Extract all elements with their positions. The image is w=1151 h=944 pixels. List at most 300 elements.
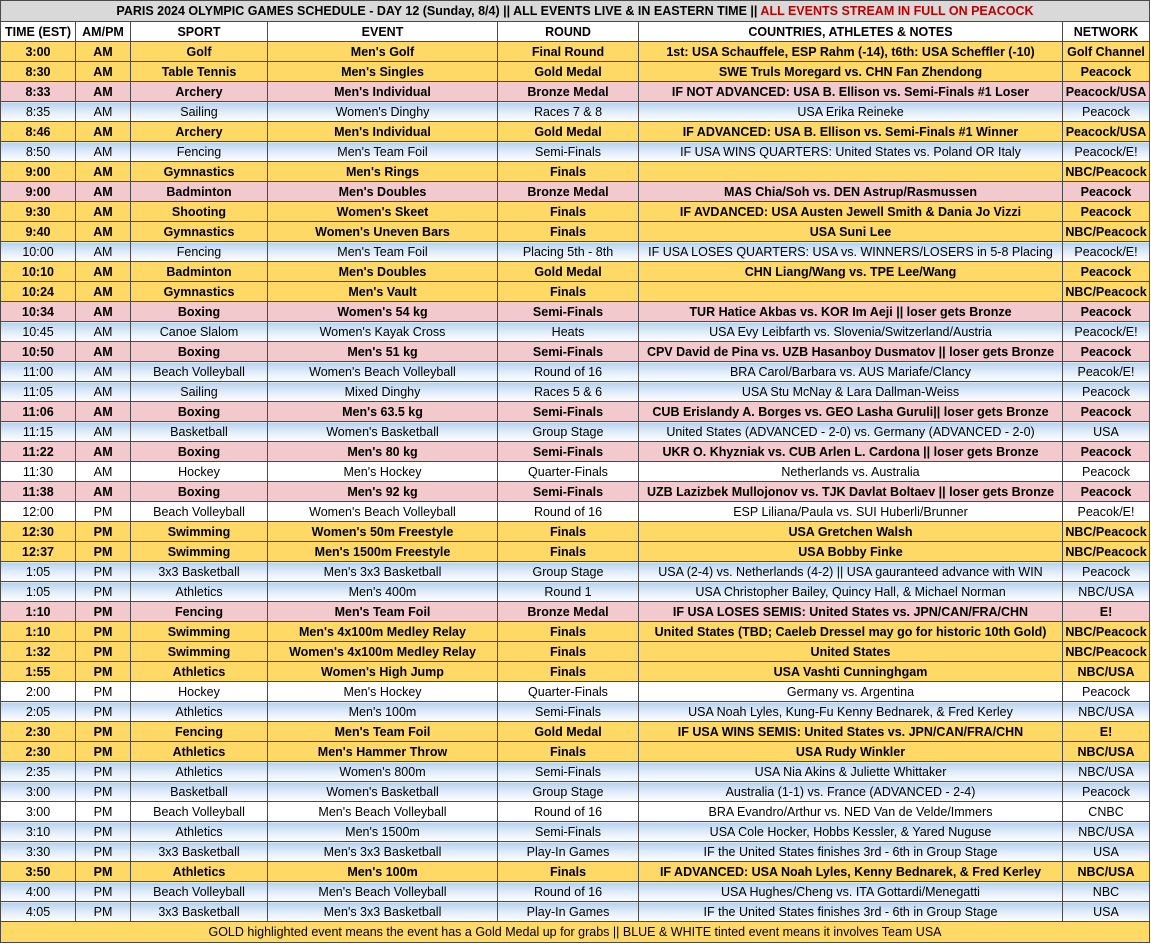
cell-ampm: PM xyxy=(76,702,131,722)
cell-notes: IF the United States finishes 3rd - 6th in Group Stage xyxy=(639,902,1063,922)
cell-network: Peacock xyxy=(1063,682,1150,702)
cell-round: Finals xyxy=(498,222,639,242)
cell-event: Women's High Jump xyxy=(268,662,498,682)
cell-round: Semi-Finals xyxy=(498,702,639,722)
cell-notes: IF the United States finishes 3rd - 6th in Group Stage xyxy=(639,842,1063,862)
title-live-note: ALL EVENTS LIVE & IN EASTERN TIME xyxy=(513,4,747,18)
cell-notes: USA Stu McNay & Lara Dallman-Weiss xyxy=(639,382,1063,402)
cell-sport: Badminton xyxy=(131,182,268,202)
cell-notes: United States (TBD; Caeleb Dressel may go for historic 10th Gold) xyxy=(639,622,1063,642)
cell-round: Round of 16 xyxy=(498,362,639,382)
cell-sport: Athletics xyxy=(131,762,268,782)
table-row xyxy=(1,862,1150,882)
cell-event: Men's 92 kg xyxy=(268,482,498,502)
cell-network: Peacock xyxy=(1063,442,1150,462)
cell-time: 9:00 xyxy=(1,182,76,202)
table-row xyxy=(1,622,1150,642)
cell-ampm: AM xyxy=(76,122,131,142)
table-row xyxy=(1,162,1150,182)
cell-network: Golf Channel xyxy=(1063,42,1150,62)
cell-time: 2:30 xyxy=(1,742,76,762)
title-main: PARIS 2024 OLYMPIC GAMES SCHEDULE - DAY 12 (Sunday, 8/4) xyxy=(116,4,500,18)
cell-network: Peacock xyxy=(1063,182,1150,202)
cell-event: Mixed Dinghy xyxy=(268,382,498,402)
cell-network: USA xyxy=(1063,902,1150,922)
cell-ampm: PM xyxy=(76,622,131,642)
table-row xyxy=(1,262,1150,282)
cell-sport: Swimming xyxy=(131,522,268,542)
cell-ampm: PM xyxy=(76,502,131,522)
cell-event: Men's Hockey xyxy=(268,462,498,482)
cell-time: 11:06 xyxy=(1,402,76,422)
cell-network: Peacock xyxy=(1063,382,1150,402)
cell-event: Men's 63.5 kg xyxy=(268,402,498,422)
cell-time: 8:46 xyxy=(1,122,76,142)
cell-notes: USA Rudy Winkler xyxy=(639,742,1063,762)
cell-time: 12:37 xyxy=(1,542,76,562)
cell-ampm: PM xyxy=(76,902,131,922)
cell-notes: USA Hughes/Cheng vs. ITA Gottardi/Menegatti xyxy=(639,882,1063,902)
cell-round: Group Stage xyxy=(498,422,639,442)
cell-notes: Germany vs. Argentina xyxy=(639,682,1063,702)
cell-round: Round 1 xyxy=(498,582,639,602)
cell-network: NBC/USA xyxy=(1063,862,1150,882)
cell-notes: United States xyxy=(639,642,1063,662)
cell-sport: Beach Volleyball xyxy=(131,362,268,382)
cell-network: Peacock/USA xyxy=(1063,82,1150,102)
cell-round: Semi-Finals xyxy=(498,302,639,322)
table-row xyxy=(1,842,1150,862)
cell-ampm: PM xyxy=(76,822,131,842)
table-row xyxy=(1,582,1150,602)
cell-event: Men's Individual xyxy=(268,122,498,142)
cell-ampm: AM xyxy=(76,142,131,162)
cell-network: NBC/USA xyxy=(1063,702,1150,722)
cell-sport: Sailing xyxy=(131,102,268,122)
cell-ampm: PM xyxy=(76,742,131,762)
cell-round: Finals xyxy=(498,202,639,222)
cell-notes: USA Nia Akins & Juliette Whittaker xyxy=(639,762,1063,782)
cell-time: 10:00 xyxy=(1,242,76,262)
cell-notes: Australia (1-1) vs. France (ADVANCED - 2-4) xyxy=(639,782,1063,802)
cell-time: 3:00 xyxy=(1,42,76,62)
column-header-event: EVENT xyxy=(268,22,498,42)
cell-event: Women's Beach Volleyball xyxy=(268,502,498,522)
cell-time: 10:45 xyxy=(1,322,76,342)
cell-network: Peacock/E! xyxy=(1063,242,1150,262)
table-row xyxy=(1,682,1150,702)
cell-sport: Hockey xyxy=(131,462,268,482)
title-separator: || xyxy=(499,4,514,18)
cell-event: Men's 51 kg xyxy=(268,342,498,362)
cell-sport: Beach Volleyball xyxy=(131,802,268,822)
cell-sport: Athletics xyxy=(131,582,268,602)
cell-event: Men's Rings xyxy=(268,162,498,182)
cell-sport: Boxing xyxy=(131,302,268,322)
cell-round: Bronze Medal xyxy=(498,82,639,102)
table-row xyxy=(1,442,1150,462)
cell-event: Men's Hammer Throw xyxy=(268,742,498,762)
cell-network: Peacock xyxy=(1063,782,1150,802)
cell-time: 10:50 xyxy=(1,342,76,362)
cell-network: Peacock xyxy=(1063,302,1150,322)
header-row xyxy=(1,22,1150,42)
cell-notes: USA Evy Leibfarth vs. Slovenia/Switzerland/Austria xyxy=(639,322,1063,342)
cell-round: Semi-Finals xyxy=(498,482,639,502)
cell-sport: Gymnastics xyxy=(131,162,268,182)
cell-time: 1:05 xyxy=(1,562,76,582)
cell-notes: USA Suni Lee xyxy=(639,222,1063,242)
cell-time: 9:00 xyxy=(1,162,76,182)
cell-ampm: AM xyxy=(76,42,131,62)
cell-sport: 3x3 Basketball xyxy=(131,562,268,582)
cell-notes: IF NOT ADVANCED: USA B. Ellison vs. Semi-Finals #1 Loser xyxy=(639,82,1063,102)
cell-ampm: AM xyxy=(76,62,131,82)
cell-event: Men's Golf xyxy=(268,42,498,62)
cell-sport: Swimming xyxy=(131,642,268,662)
cell-round: Semi-Finals xyxy=(498,142,639,162)
cell-notes: BRA Evandro/Arthur vs. NED Van de Velde/Immers xyxy=(639,802,1063,822)
cell-network: Peacock xyxy=(1063,62,1150,82)
cell-round: Semi-Finals xyxy=(498,342,639,362)
cell-ampm: PM xyxy=(76,842,131,862)
table-row xyxy=(1,662,1150,682)
cell-event: Men's Team Foil xyxy=(268,242,498,262)
cell-notes: IF USA LOSES QUARTERS: USA vs. WINNERS/LOSERS in 5-8 Placing xyxy=(639,242,1063,262)
cell-round: Races 7 & 8 xyxy=(498,102,639,122)
cell-sport: Athletics xyxy=(131,742,268,762)
table-row xyxy=(1,342,1150,362)
cell-round: Finals xyxy=(498,522,639,542)
cell-round: Bronze Medal xyxy=(498,182,639,202)
table-row xyxy=(1,362,1150,382)
cell-network: NBC/USA xyxy=(1063,762,1150,782)
cell-ampm: PM xyxy=(76,782,131,802)
cell-time: 11:00 xyxy=(1,362,76,382)
table-row xyxy=(1,802,1150,822)
table-row xyxy=(1,402,1150,422)
cell-time: 11:38 xyxy=(1,482,76,502)
cell-ampm: PM xyxy=(76,522,131,542)
cell-round: Finals xyxy=(498,662,639,682)
table-row xyxy=(1,42,1150,62)
cell-round: Placing 5th - 8th xyxy=(498,242,639,262)
cell-network: Peacok/E! xyxy=(1063,502,1150,522)
cell-sport: Fencing xyxy=(131,242,268,262)
cell-time: 1:10 xyxy=(1,602,76,622)
cell-notes xyxy=(639,162,1063,182)
cell-event: Men's Team Foil xyxy=(268,602,498,622)
cell-ampm: PM xyxy=(76,682,131,702)
cell-time: 10:24 xyxy=(1,282,76,302)
cell-ampm: AM xyxy=(76,182,131,202)
table-row xyxy=(1,302,1150,322)
cell-time: 12:00 xyxy=(1,502,76,522)
table-row xyxy=(1,242,1150,262)
cell-round: Gold Medal xyxy=(498,122,639,142)
cell-time: 4:00 xyxy=(1,882,76,902)
cell-ampm: AM xyxy=(76,302,131,322)
table-row xyxy=(1,122,1150,142)
cell-event: Women's Kayak Cross xyxy=(268,322,498,342)
cell-notes: CPV David de Pina vs. UZB Hasanboy Dusmatov || loser gets Bronze xyxy=(639,342,1063,362)
cell-ampm: PM xyxy=(76,662,131,682)
cell-notes: IF USA WINS SEMIS: United States vs. JPN/CAN/FRA/CHN xyxy=(639,722,1063,742)
cell-sport: Archery xyxy=(131,82,268,102)
table-row xyxy=(1,782,1150,802)
cell-time: 3:30 xyxy=(1,842,76,862)
schedule-title xyxy=(1,1,1150,22)
table-row xyxy=(1,462,1150,482)
column-header-ampm: AM/PM xyxy=(76,22,131,42)
cell-sport: Sailing xyxy=(131,382,268,402)
cell-ampm: AM xyxy=(76,82,131,102)
cell-event: Men's 80 kg xyxy=(268,442,498,462)
table-row xyxy=(1,222,1150,242)
cell-time: 1:32 xyxy=(1,642,76,662)
cell-ampm: AM xyxy=(76,462,131,482)
column-header-notes: COUNTRIES, ATHLETES & NOTES xyxy=(639,22,1063,42)
cell-notes: IF AVDANCED: USA Austen Jewell Smith & Dania Jo Vizzi xyxy=(639,202,1063,222)
cell-ampm: AM xyxy=(76,322,131,342)
cell-time: 8:50 xyxy=(1,142,76,162)
cell-event: Men's 400m xyxy=(268,582,498,602)
cell-time: 2:35 xyxy=(1,762,76,782)
cell-ampm: AM xyxy=(76,262,131,282)
cell-event: Men's Beach Volleyball xyxy=(268,882,498,902)
cell-ampm: PM xyxy=(76,582,131,602)
cell-notes: USA (2-4) vs. Netherlands (4-2) || USA gauranteed advance with WIN xyxy=(639,562,1063,582)
cell-ampm: AM xyxy=(76,222,131,242)
table-row xyxy=(1,602,1150,622)
cell-event: Men's Doubles xyxy=(268,182,498,202)
cell-notes: IF ADVANCED: USA Noah Lyles, Kenny Bednarek, & Fred Kerley xyxy=(639,862,1063,882)
cell-notes: BRA Carol/Barbara vs. AUS Mariafe/Clancy xyxy=(639,362,1063,382)
table-row xyxy=(1,82,1150,102)
cell-event: Women's 50m Freestyle xyxy=(268,522,498,542)
cell-round: Gold Medal xyxy=(498,262,639,282)
cell-notes: IF ADVANCED: USA B. Ellison vs. Semi-Finals #1 Winner xyxy=(639,122,1063,142)
cell-event: Women's Basketball xyxy=(268,422,498,442)
cell-event: Men's Vault xyxy=(268,282,498,302)
title-row xyxy=(1,1,1150,22)
cell-time: 4:05 xyxy=(1,902,76,922)
cell-sport: Fencing xyxy=(131,722,268,742)
cell-round: Round of 16 xyxy=(498,502,639,522)
cell-sport: Badminton xyxy=(131,262,268,282)
cell-round: Semi-Finals xyxy=(498,762,639,782)
cell-ampm: AM xyxy=(76,202,131,222)
cell-sport: Table Tennis xyxy=(131,62,268,82)
cell-round: Gold Medal xyxy=(498,722,639,742)
cell-network: Peacock xyxy=(1063,462,1150,482)
cell-network: USA xyxy=(1063,842,1150,862)
cell-ampm: AM xyxy=(76,482,131,502)
cell-time: 10:10 xyxy=(1,262,76,282)
cell-sport: Hockey xyxy=(131,682,268,702)
column-header-network: NETWORK xyxy=(1063,22,1150,42)
cell-time: 3:00 xyxy=(1,782,76,802)
cell-time: 2:00 xyxy=(1,682,76,702)
table-row xyxy=(1,282,1150,302)
cell-notes: USA Christopher Bailey, Quincy Hall, & Michael Norman xyxy=(639,582,1063,602)
cell-network: Peacock xyxy=(1063,562,1150,582)
cell-event: Women's Skeet xyxy=(268,202,498,222)
cell-round: Semi-Finals xyxy=(498,822,639,842)
cell-notes: Netherlands vs. Australia xyxy=(639,462,1063,482)
table-row xyxy=(1,642,1150,662)
cell-time: 1:05 xyxy=(1,582,76,602)
cell-event: Men's Team Foil xyxy=(268,142,498,162)
cell-ampm: AM xyxy=(76,362,131,382)
cell-network: NBC/Peacock xyxy=(1063,522,1150,542)
cell-sport: Athletics xyxy=(131,862,268,882)
table-row xyxy=(1,102,1150,122)
legend-row xyxy=(1,922,1150,943)
cell-notes: CUB Erislandy A. Borges vs. GEO Lasha Guruli|| loser gets Bronze xyxy=(639,402,1063,422)
cell-network: NBC/Peacock xyxy=(1063,222,1150,242)
cell-round: Bronze Medal xyxy=(498,602,639,622)
table-row xyxy=(1,142,1150,162)
cell-network: Peacock/E! xyxy=(1063,142,1150,162)
cell-time: 11:15 xyxy=(1,422,76,442)
table-row xyxy=(1,202,1150,222)
cell-event: Men's 3x3 Basketball xyxy=(268,842,498,862)
cell-sport: Athletics xyxy=(131,702,268,722)
cell-round: Finals xyxy=(498,282,639,302)
table-row xyxy=(1,542,1150,562)
cell-network: CNBC xyxy=(1063,802,1150,822)
table-row xyxy=(1,62,1150,82)
legend-note: GOLD highlighted event means the event has a Gold Medal up for grabs || BLUE & WHITE tinted event means it involves Team USA xyxy=(1,922,1150,943)
cell-time: 11:22 xyxy=(1,442,76,462)
cell-round: Finals xyxy=(498,542,639,562)
cell-sport: Gymnastics xyxy=(131,282,268,302)
cell-event: Men's 1500m xyxy=(268,822,498,842)
column-header-round: ROUND xyxy=(498,22,639,42)
cell-time: 1:10 xyxy=(1,622,76,642)
cell-sport: Beach Volleyball xyxy=(131,502,268,522)
table-row xyxy=(1,422,1150,442)
cell-sport: 3x3 Basketball xyxy=(131,842,268,862)
cell-ampm: PM xyxy=(76,802,131,822)
cell-round: Quarter-Finals xyxy=(498,462,639,482)
cell-time: 3:50 xyxy=(1,862,76,882)
cell-sport: 3x3 Basketball xyxy=(131,902,268,922)
cell-network: Peacok/E! xyxy=(1063,362,1150,382)
table-row xyxy=(1,522,1150,542)
cell-notes: ESP Liliana/Paula vs. SUI Huberli/Brunner xyxy=(639,502,1063,522)
cell-event: Men's Doubles xyxy=(268,262,498,282)
cell-notes: IF USA WINS QUARTERS: United States vs. Poland OR Italy xyxy=(639,142,1063,162)
title-separator: || xyxy=(746,4,761,18)
cell-event: Men's 3x3 Basketball xyxy=(268,902,498,922)
cell-sport: Gymnastics xyxy=(131,222,268,242)
cell-event: Men's Individual xyxy=(268,82,498,102)
cell-round: Round of 16 xyxy=(498,802,639,822)
cell-time: 11:05 xyxy=(1,382,76,402)
cell-time: 8:35 xyxy=(1,102,76,122)
cell-event: Men's Team Foil xyxy=(268,722,498,742)
cell-event: Men's Beach Volleyball xyxy=(268,802,498,822)
cell-round: Finals xyxy=(498,162,639,182)
cell-ampm: AM xyxy=(76,242,131,262)
cell-sport: Swimming xyxy=(131,542,268,562)
cell-sport: Fencing xyxy=(131,142,268,162)
cell-network: NBC/Peacock xyxy=(1063,282,1150,302)
cell-event: Women's 800m xyxy=(268,762,498,782)
cell-notes: UKR O. Khyzniak vs. CUB Arlen L. Cardona || loser gets Bronze xyxy=(639,442,1063,462)
cell-sport: Canoe Slalom xyxy=(131,322,268,342)
cell-network: NBC/Peacock xyxy=(1063,162,1150,182)
cell-time: 9:40 xyxy=(1,222,76,242)
cell-round: Group Stage xyxy=(498,782,639,802)
cell-event: Women's Uneven Bars xyxy=(268,222,498,242)
cell-network: Peacock xyxy=(1063,262,1150,282)
cell-network: Peacock xyxy=(1063,202,1150,222)
cell-round: Heats xyxy=(498,322,639,342)
cell-ampm: PM xyxy=(76,642,131,662)
cell-event: Men's Singles xyxy=(268,62,498,82)
cell-network: Peacock xyxy=(1063,482,1150,502)
cell-network: NBC/Peacock xyxy=(1063,542,1150,562)
cell-ampm: PM xyxy=(76,602,131,622)
cell-network: E! xyxy=(1063,602,1150,622)
cell-network: Peacock xyxy=(1063,102,1150,122)
table-row xyxy=(1,822,1150,842)
cell-notes xyxy=(639,282,1063,302)
cell-network: NBC/USA xyxy=(1063,742,1150,762)
cell-sport: Swimming xyxy=(131,622,268,642)
table-row xyxy=(1,722,1150,742)
cell-ampm: AM xyxy=(76,342,131,362)
cell-network: Peacock/USA xyxy=(1063,122,1150,142)
cell-event: Women's 4x100m Medley Relay xyxy=(268,642,498,662)
cell-round: Semi-Finals xyxy=(498,442,639,462)
cell-notes: MAS Chia/Soh vs. DEN Astrup/Rasmussen xyxy=(639,182,1063,202)
cell-sport: Boxing xyxy=(131,482,268,502)
cell-network: NBC/Peacock xyxy=(1063,622,1150,642)
cell-time: 11:30 xyxy=(1,462,76,482)
cell-round: Round of 16 xyxy=(498,882,639,902)
cell-round: Finals xyxy=(498,642,639,662)
table-row xyxy=(1,322,1150,342)
cell-notes: United States (ADVANCED - 2-0) vs. Germany (ADVANCED - 2-0) xyxy=(639,422,1063,442)
cell-network: Peacock/E! xyxy=(1063,322,1150,342)
cell-round: Group Stage xyxy=(498,562,639,582)
cell-time: 1:55 xyxy=(1,662,76,682)
cell-notes: USA Noah Lyles, Kung-Fu Kenny Bednarek, & Fred Kerley xyxy=(639,702,1063,722)
cell-sport: Archery xyxy=(131,122,268,142)
cell-round: Semi-Finals xyxy=(498,402,639,422)
cell-ampm: AM xyxy=(76,382,131,402)
cell-sport: Boxing xyxy=(131,342,268,362)
cell-event: Men's 100m xyxy=(268,862,498,882)
cell-sport: Golf xyxy=(131,42,268,62)
cell-notes: USA Bobby Finke xyxy=(639,542,1063,562)
table-row xyxy=(1,562,1150,582)
table-row xyxy=(1,502,1150,522)
cell-time: 12:30 xyxy=(1,522,76,542)
cell-notes: 1st: USA Schauffele, ESP Rahm (-14), t6th: USA Scheffler (-10) xyxy=(639,42,1063,62)
cell-ampm: PM xyxy=(76,562,131,582)
cell-sport: Athletics xyxy=(131,662,268,682)
cell-time: 3:00 xyxy=(1,802,76,822)
cell-network: NBC xyxy=(1063,882,1150,902)
cell-notes: TUR Hatice Akbas vs. KOR Im Aeji || loser gets Bronze xyxy=(639,302,1063,322)
table-row xyxy=(1,382,1150,402)
cell-event: Women's Beach Volleyball xyxy=(268,362,498,382)
